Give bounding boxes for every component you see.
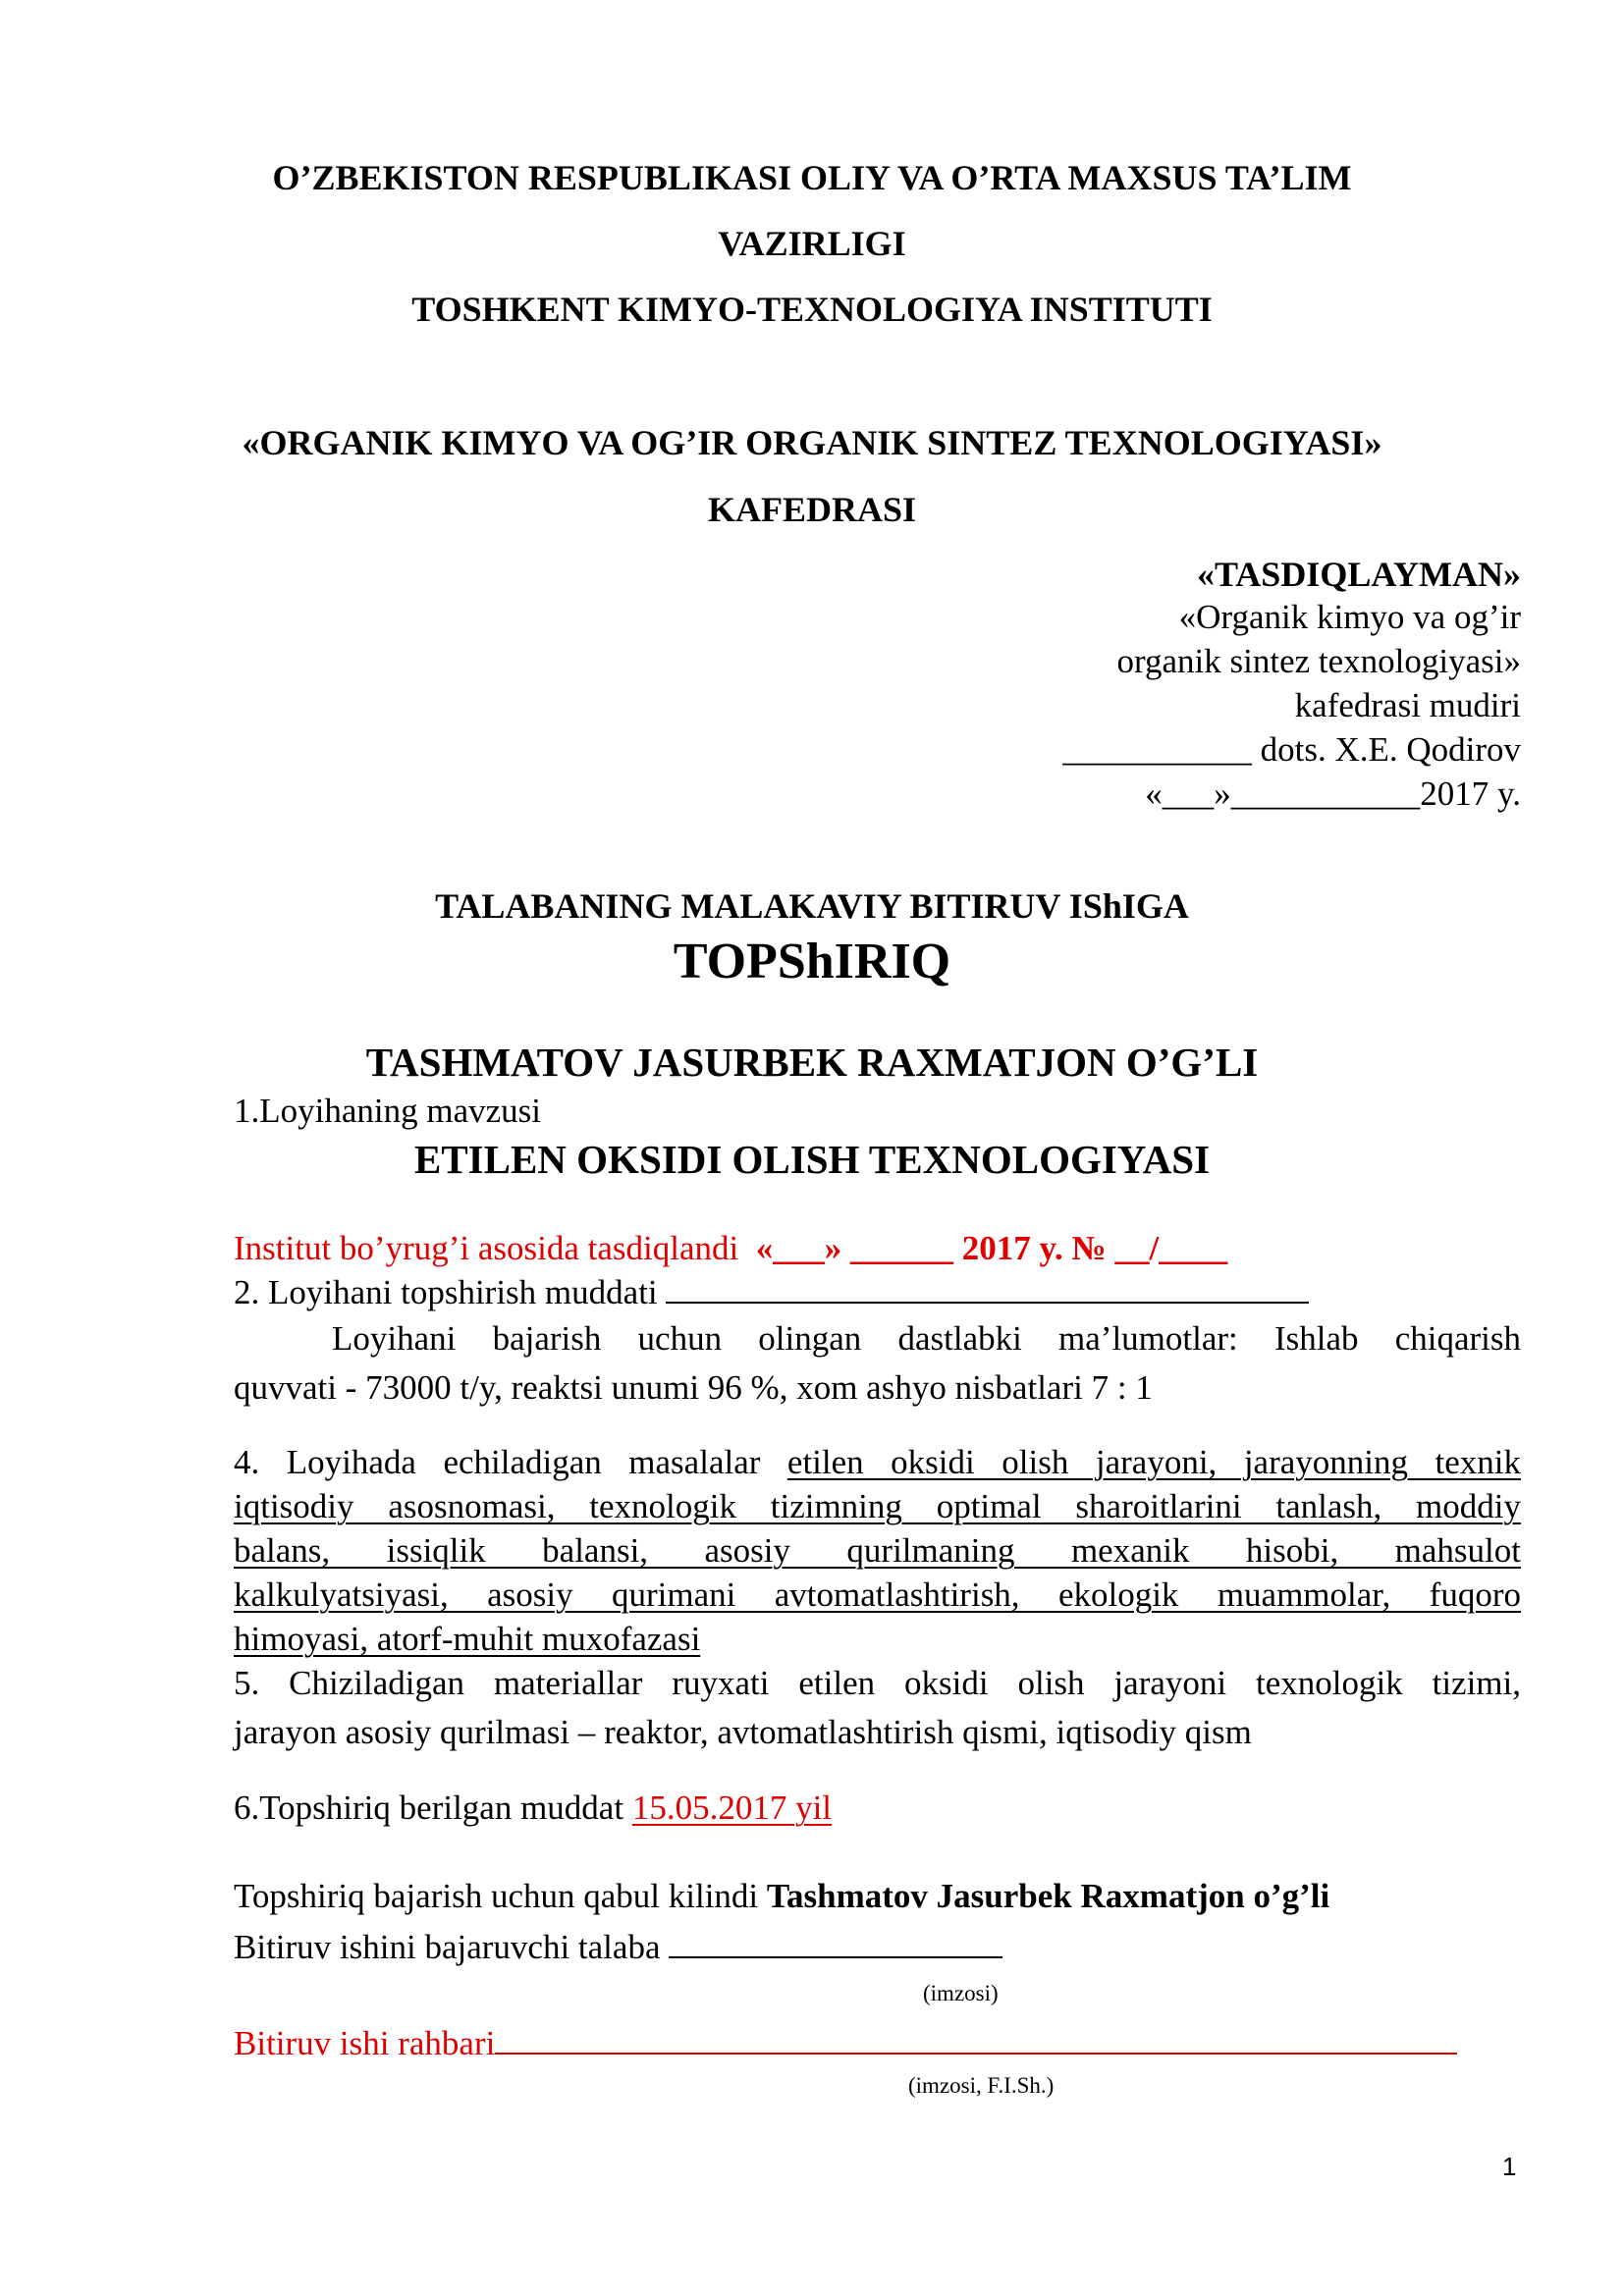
supervisor-signature-blank [495,2053,1457,2055]
approval-line-2: organik sintez texnologiyasi» [1116,642,1521,680]
approval-date-line: «___»___________2017 y. [1145,774,1521,813]
department-line-2: KAFEDRASI [707,490,917,529]
supervisor-label: Bitiruv ishi rahbari [234,2024,496,2062]
drawings-line-1: 5. Chiziladigan materiallar ruyxati etilen oksidi olish jarayoni texnologik tizimi, [234,1664,1521,1702]
institute-name: TOSHKENT KIMYO-TEXNOLOGIYA INSTITUTI [411,290,1213,329]
assignment-title: TOPShIRIQ [673,934,951,989]
approval-signature-line: ___________ dots. X.E. Qodirov [1062,730,1521,769]
supervisor-signature-line [234,2024,1457,2063]
order-line [234,1229,1227,1268]
page-number: 1 [1502,2152,1517,2181]
accepted-name: Tashmatov Jasurbek Raxmatjon o’g’li [766,1877,1330,1915]
problems-text-1: etilen oksidi olish jarayoni, jarayonning texnik [786,1443,1521,1481]
ministry-line-2: VAZIRLIGI [718,224,906,263]
department-line-1: «ORGANIK KIMYO VA OG’IR ORGANIK SINTEZ TEXNOLOGIYASI» [242,423,1382,462]
topic-title: ETILEN OKSIDI OLISH TEXNOLOGIYASI [413,1137,1211,1182]
issued-date: 15.05.2017 yil [631,1789,833,1827]
supervisor-signature-caption: (imzosi, F.I.Sh.) [908,2073,1055,2098]
drawings-paragraph [234,1664,1521,1708]
initial-data-line-1: Loyihani bajarish uchun olingan dastlabki ma’lumotlar: Ishlab chiqarish [332,1319,1521,1358]
ministry-line-1: O’ZBEKISTON RESPUBLIKASI OLIY VA O’RTA MAXSUS TA’LIM [272,158,1352,197]
approval-title: «TASDIQLAYMAN» [1196,555,1521,594]
assignment-subtitle: TALABANING MALAKAVIY BITIRUV IShIGA [435,886,1189,926]
initial-data-paragraph [234,1319,1521,1363]
student-signature-caption: (imzosi) [923,1981,999,2005]
student-signature-blank [669,1956,1002,1958]
deadline-blank [666,1302,1309,1304]
problems-paragraph [234,1443,1521,1620]
approval-line-3: kafedrasi mudiri [1294,686,1521,724]
deadline-line [234,1273,1309,1312]
issued-line [234,1789,832,1828]
student-name: TASHMATOV JASURBEK RAXMATJON O’G’LI [365,1040,1259,1085]
student-signature-line [234,1928,1002,1967]
problems-line-2: iqtisodiy asosnomasi, texnologik tizimning optimal sharoitlarini tanlash, moddiy [234,1487,1521,1525]
accepted-line [234,1877,1329,1916]
accepted-text: Topshiriq bajarish uchun qabul kilindi [234,1877,759,1915]
student-label: Bitiruv ishini bajaruvchi talaba [234,1928,661,1966]
order-date-number: «___» ______ 2017 y. № __/____ [755,1229,1228,1267]
problems-line-4: kalkulyatsiyasi, asosiy qurimani avtomatlashtirish, ekologik muammolar, fuqoro [234,1575,1521,1614]
order-text: Institut bo’yrug’i asosida tasdiqlandi [234,1229,739,1267]
problems-line-3: balans, issiqlik balansi, asosiy qurilmaning mexanik hisobi, mahsulot [234,1531,1521,1570]
problems-text-5: himoyasi, atorf-muhit muxofazasi [234,1620,701,1658]
initial-data-line-2: quvvati - 73000 t/y, reaktsi unumi 96 %, xom ashyo nisbatlari 7 : 1 [234,1368,1153,1407]
problems-label: 4. Loyihada echiladigan masalalar [234,1443,761,1481]
deadline-label: 2. Loyihani topshirish muddati [234,1273,658,1311]
problems-line-5 [234,1620,700,1659]
drawings-line-2: jarayon asosiy qurilmasi – reaktor, avtomatlashtirish qismi, iqtisodiy qism [234,1713,1252,1751]
topic-label: 1.Loyihaning mavzusi [234,1092,542,1130]
issued-label: 6.Topshiriq berilgan muddat [234,1789,624,1827]
approval-line-1: «Organik kimyo va og’ir [1178,598,1521,636]
problems-line-1 [234,1443,1521,1487]
